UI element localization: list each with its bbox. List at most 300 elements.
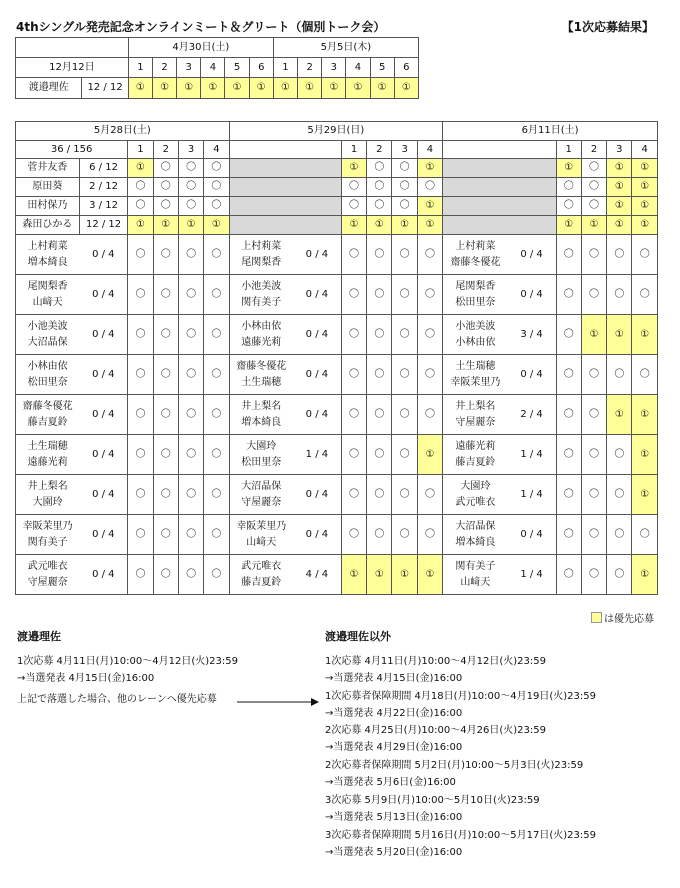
result-cell: 〇 [581,159,606,178]
result-cell: 〇 [178,197,203,216]
empty-cell [443,216,556,235]
pair-names [16,395,80,435]
result-cell: 〇 [632,355,658,395]
empty-cell [443,159,556,178]
result-cell: 〇 [367,315,392,355]
result-cell: 〇 [581,275,606,315]
result-cell: ① [607,216,632,235]
result-cell: 〇 [392,435,417,475]
pair-names [16,475,80,515]
notes-right-line: 2次応募者保障期間 5月2日(月)10:00～5月3日(火)23:59 [325,760,584,772]
notes-right-line: 1次応募 4月11日(月)10:00～4月12日(火)23:59 [325,656,546,667]
result-cell: ① [632,159,658,178]
result-cell: 〇 [153,159,178,178]
result-cell: 〇 [632,235,658,275]
pair-names [229,355,293,395]
pair-count: 3 / 4 [508,315,556,355]
result-cell: 〇 [581,197,606,216]
result-cell: 〇 [556,178,581,197]
result-cell: 〇 [367,475,392,515]
pair-name: 藤吉夏鈴 [455,456,496,468]
result-cell: 〇 [556,555,581,595]
result-cell: 〇 [128,555,153,595]
result-cell: 〇 [367,515,392,555]
result-cell: 〇 [556,275,581,315]
pair-name: 松田里奈 [241,456,282,468]
pair-name: 上村莉菜 [27,241,68,252]
result-cell: 〇 [392,315,417,355]
notes-right-line: 2次応募 4月25日(月)10:00～4月26日(火)23:59 [325,725,546,737]
pair-names [16,235,80,275]
result-cell: 〇 [128,435,153,475]
result-cell: 〇 [153,235,178,275]
result-cell: 〇 [341,395,366,435]
pair-row [16,435,658,475]
result-cell: 〇 [153,275,178,315]
pair-names [16,275,80,315]
result-cell: ① [556,216,581,235]
notes-right-line: 3次応募 5月9日(月)10:00～5月10日(火)23:59 [325,794,540,806]
main-part-number: 3 [178,141,203,159]
result-cell: 〇 [153,475,178,515]
empty-cell [229,159,341,178]
result-cell: 〇 [153,197,178,216]
main-part-number: 3 [607,141,632,159]
top-day-header: 4月30日(土) [128,38,273,58]
result-cell: ① [298,78,322,99]
pair-name: 上村莉菜 [455,241,496,252]
result-cell: 〇 [392,178,417,197]
main-day-header: 5月29日(日) [229,122,443,141]
pair-name: 尾関梨香 [455,281,496,292]
notes-left-line: 上記で落選した場合、他のレーンへ優先応募 [17,694,217,705]
pair-name: 大園玲 [32,496,63,508]
result-cell: 〇 [367,235,392,275]
notes-right-line: 1次応募者保障期間 4月18日(月)10:00～4月19日(火)23:59 [325,690,596,702]
result-cell: 〇 [556,315,581,355]
result-cell: ① [367,216,392,235]
result-cell: 〇 [417,475,442,515]
top-part-number: 3 [177,58,201,78]
result-cell: ① [128,159,153,178]
top-part-number: 3 [322,58,346,78]
result-label: 【1次応募結果】 [561,20,654,34]
top-part-number: 1 [273,58,297,78]
pair-name: 小林由依 [27,361,68,372]
result-cell: 〇 [367,159,392,178]
pair-count: 0 / 4 [508,355,556,395]
pair-name: 関有美子 [241,296,282,308]
top-part-number: 2 [298,58,322,78]
empty-cell [229,216,341,235]
result-cell: ① [128,216,153,235]
member-row [16,216,658,235]
pair-name: 土生瑞穂 [27,441,68,452]
result-cell: ① [607,159,632,178]
result-cell: ① [367,555,392,595]
pair-names [229,235,293,275]
pair-row [16,555,658,595]
pair-name: 松田里奈 [27,376,68,388]
top-part-number: 6 [249,58,273,78]
pair-name: 小池美波 [27,321,68,332]
result-cell: ① [417,216,442,235]
result-cell: 〇 [178,555,203,595]
result-cell: ① [632,178,658,197]
result-cell: ① [607,315,632,355]
result-cell: ① [346,78,370,99]
pair-name: 関有美子 [455,561,496,572]
result-cell: ① [273,78,297,99]
member-row [16,178,658,197]
top-day-header: 5月5日(木) [273,38,418,58]
pair-name: 大園玲 [246,441,277,452]
pair-names [443,315,508,355]
pair-name: 藤吉夏鈴 [27,416,68,428]
result-cell: 〇 [367,178,392,197]
result-cell: ① [632,395,658,435]
result-cell: 〇 [204,555,229,595]
pair-row [16,275,658,315]
notes-right-line: →当選発表 5月6日(金)16:00 [325,777,456,789]
top-part-number: 4 [346,58,370,78]
notes-right-line: 3次応募者保障期間 5月16日(月)10:00～5月17日(火)23:59 [325,829,596,841]
pair-name: 遠藤光莉 [27,456,68,468]
result-cell: 〇 [417,515,442,555]
result-cell: 〇 [556,197,581,216]
main-part-number: 4 [632,141,658,159]
pair-name: 井上梨名 [455,401,496,412]
result-cell: 〇 [341,435,366,475]
top-part-number: 5 [370,58,394,78]
pair-count: 0 / 4 [79,315,127,355]
result-cell: ① [417,197,442,216]
pair-count: 0 / 4 [79,555,127,595]
member-row [16,197,658,216]
pair-name: 増本綺良 [241,416,282,428]
empty-cell [443,178,556,197]
result-cell: 〇 [204,235,229,275]
result-cell: ① [632,475,658,515]
result-cell: 〇 [153,435,178,475]
result-cell: ① [417,435,442,475]
result-cell: 〇 [153,395,178,435]
top-date-label: 12月12日 [16,58,129,78]
result-cell: 〇 [417,178,442,197]
pair-names [229,475,293,515]
pair-names [16,555,80,595]
result-cell: 〇 [128,395,153,435]
result-cell: ① [556,159,581,178]
pair-name: 幸阪茉里乃 [22,521,73,532]
member-row [16,159,658,178]
result-cell: 〇 [581,435,606,475]
pair-name: 上村莉菜 [241,241,282,252]
result-cell: 〇 [341,355,366,395]
pair-name: 小池美波 [455,321,496,332]
main-part-corner [229,141,341,159]
pair-names [229,435,293,475]
pair-name: 大沼晶保 [455,521,496,532]
member-name: 原田葵 [16,178,80,197]
pair-row [16,355,658,395]
member-count: 3 / 12 [79,197,127,216]
main-part-corner [443,141,556,159]
pair-count: 1 / 4 [508,555,556,595]
result-cell: ① [225,78,249,99]
pair-count: 0 / 4 [293,315,341,355]
result-cell: 〇 [153,355,178,395]
result-cell: 〇 [204,475,229,515]
result-cell: 〇 [581,235,606,275]
result-cell: 〇 [204,435,229,475]
result-cell: ① [632,315,658,355]
result-cell: 〇 [632,275,658,315]
pair-row [16,395,658,435]
result-cell: ① [417,159,442,178]
pair-count: 0 / 4 [79,475,127,515]
result-cell: 〇 [417,395,442,435]
pair-count: 1 / 4 [508,475,556,515]
pair-name: 守屋麗奈 [455,416,496,428]
pair-names [16,315,80,355]
notes-right-line: →当選発表 4月22日(金)16:00 [325,707,463,719]
pair-name: 藤吉夏鈴 [241,576,282,588]
pair-name: 関有美子 [27,536,68,548]
result-cell: 〇 [367,355,392,395]
top-part-number: 4 [201,58,225,78]
result-cell: 〇 [607,475,632,515]
result-cell: ① [632,555,658,595]
pair-count: 0 / 4 [79,435,127,475]
result-cell: ① [178,216,203,235]
result-cell: ① [153,216,178,235]
main-part-number: 1 [556,141,581,159]
result-cell: 〇 [178,355,203,395]
pair-count: 2 / 4 [508,395,556,435]
result-cell: 〇 [607,555,632,595]
pair-count: 0 / 4 [293,275,341,315]
top-schedule-table [15,37,419,99]
result-cell: 〇 [178,235,203,275]
pair-name: 井上梨名 [241,401,282,412]
member-count: 6 / 12 [79,159,127,178]
result-cell: ① [417,555,442,595]
pair-name: 守屋麗奈 [241,496,282,508]
result-cell: ① [607,178,632,197]
main-schedule-table [15,121,658,595]
pair-count: 1 / 4 [508,435,556,475]
pair-name: 大園玲 [460,481,491,492]
result-cell: 〇 [153,555,178,595]
result-cell: 〇 [367,435,392,475]
result-cell: 〇 [204,355,229,395]
member-count: 12 / 12 [79,216,127,235]
pair-names [16,435,80,475]
top-part-number: 1 [128,58,152,78]
pair-name: 武元唯衣 [241,561,282,572]
pair-name: 守屋麗奈 [27,576,68,588]
result-cell: 〇 [367,197,392,216]
pair-names [443,555,508,595]
pair-count: 0 / 4 [508,515,556,555]
result-cell: 〇 [417,355,442,395]
result-cell: ① [341,555,366,595]
result-cell: 〇 [341,315,366,355]
result-cell: 〇 [607,515,632,555]
pair-row [16,475,658,515]
main-part-number: 4 [417,141,442,159]
pair-name: 大沼晶保 [241,481,282,492]
pair-names [16,515,80,555]
main-total: 36 / 156 [16,141,128,159]
result-cell: ① [201,78,225,99]
pair-name: 幸阪茉里乃 [236,521,287,532]
pair-names [229,315,293,355]
result-cell: 〇 [204,315,229,355]
main-part-number: 1 [128,141,153,159]
legend-text: は優先応募 [604,614,654,625]
pair-name: 増本綺良 [27,256,68,268]
notes-right-line: →当選発表 5月13日(金)16:00 [325,811,463,823]
result-cell: 〇 [128,475,153,515]
pair-name: 井上梨名 [27,481,68,492]
result-cell: 〇 [341,197,366,216]
pair-names [443,475,508,515]
pair-count: 0 / 4 [293,515,341,555]
result-cell: 〇 [392,515,417,555]
pair-name: 増本綺良 [455,536,496,548]
pair-name: 武元唯衣 [27,561,68,572]
main-part-number: 1 [341,141,366,159]
result-cell: 〇 [128,315,153,355]
result-cell: ① [607,395,632,435]
result-cell: ① [392,216,417,235]
result-cell: 〇 [392,395,417,435]
notes-right [325,631,665,871]
pair-name: 齋藤冬優花 [22,401,73,412]
pair-name: 山﨑天 [460,576,491,588]
top-part-number: 2 [152,58,176,78]
result-cell: 〇 [178,178,203,197]
result-cell: 〇 [128,515,153,555]
pair-names [229,555,293,595]
empty-cell [229,178,341,197]
result-cell: 〇 [178,315,203,355]
page-title: 4thシングル発売記念オンラインミート＆グリート（個別トーク会） [16,20,386,34]
notes-left-line: 1次応募 4月11日(月)10:00～4月12日(火)23:59 [17,656,238,667]
result-cell: 〇 [556,475,581,515]
pair-names [443,275,508,315]
notes-left-title: 渡邉理佐 [17,630,61,643]
pair-names [443,515,508,555]
result-cell: ① [128,78,152,99]
result-cell: ① [249,78,273,99]
pair-names [229,515,293,555]
result-cell: 〇 [556,515,581,555]
legend-swatch [591,612,602,623]
pair-name: 武元唯衣 [455,496,496,508]
result-cell: ① [392,555,417,595]
result-cell: 〇 [417,275,442,315]
result-cell: 〇 [392,475,417,515]
result-cell: ① [177,78,201,99]
pair-name: 幸阪茉里乃 [450,376,501,388]
result-cell: 〇 [581,395,606,435]
main-part-number: 2 [581,141,606,159]
notes-right-line: →当選発表 4月29日(金)16:00 [325,742,463,754]
pair-name: 小林由依 [455,336,496,348]
result-cell: ① [581,315,606,355]
pair-names [443,355,508,395]
main-part-number: 4 [204,141,229,159]
pair-name: 尾関梨香 [27,281,68,292]
member-name: 菅井友香 [16,159,80,178]
pair-names [443,435,508,475]
result-cell: 〇 [581,555,606,595]
result-cell: 〇 [341,475,366,515]
pair-names [16,355,80,395]
result-cell: 〇 [581,355,606,395]
result-cell: 〇 [367,395,392,435]
result-cell: 〇 [128,355,153,395]
result-cell: 〇 [607,235,632,275]
result-cell: 〇 [607,435,632,475]
result-cell: 〇 [153,515,178,555]
result-cell: 〇 [632,515,658,555]
main-part-number: 2 [153,141,178,159]
result-cell: 〇 [204,197,229,216]
result-cell: ① [632,216,658,235]
main-part-number: 3 [392,141,417,159]
member-name: 森田ひかる [16,216,80,235]
legend [591,610,654,625]
pair-name: 松田里奈 [455,296,496,308]
result-cell: 〇 [178,515,203,555]
result-cell: 〇 [204,275,229,315]
result-cell: 〇 [556,435,581,475]
result-cell: 〇 [153,178,178,197]
pair-name: 土生瑞穂 [455,361,496,372]
pair-names [229,395,293,435]
result-cell: 〇 [204,395,229,435]
pair-count: 0 / 4 [293,475,341,515]
main-part-number: 2 [367,141,392,159]
pair-count: 0 / 4 [79,275,127,315]
pair-count: 0 / 4 [79,515,127,555]
notes-right-line: →当選発表 5月20日(金)16:00 [325,846,463,858]
result-cell: 〇 [341,275,366,315]
result-cell: 〇 [392,159,417,178]
pair-name: 山﨑天 [32,296,63,308]
pair-count: 0 / 4 [79,235,127,275]
pair-name: 小林由依 [241,321,282,332]
result-cell: 〇 [128,178,153,197]
member-count: 12 / 12 [82,78,128,99]
top-part-number: 5 [225,58,249,78]
result-cell: 〇 [178,395,203,435]
result-cell: ① [632,197,658,216]
result-cell: 〇 [417,235,442,275]
result-cell: 〇 [392,355,417,395]
notes-right-title: 渡邉理佐以外 [325,630,391,643]
empty-cell [443,197,556,216]
pair-name: 大沼晶保 [27,336,68,348]
notes-left-line: →当選発表 4月15日(金)16:00 [17,673,155,684]
result-cell: 〇 [341,178,366,197]
result-cell: 〇 [417,315,442,355]
result-cell: 〇 [392,275,417,315]
